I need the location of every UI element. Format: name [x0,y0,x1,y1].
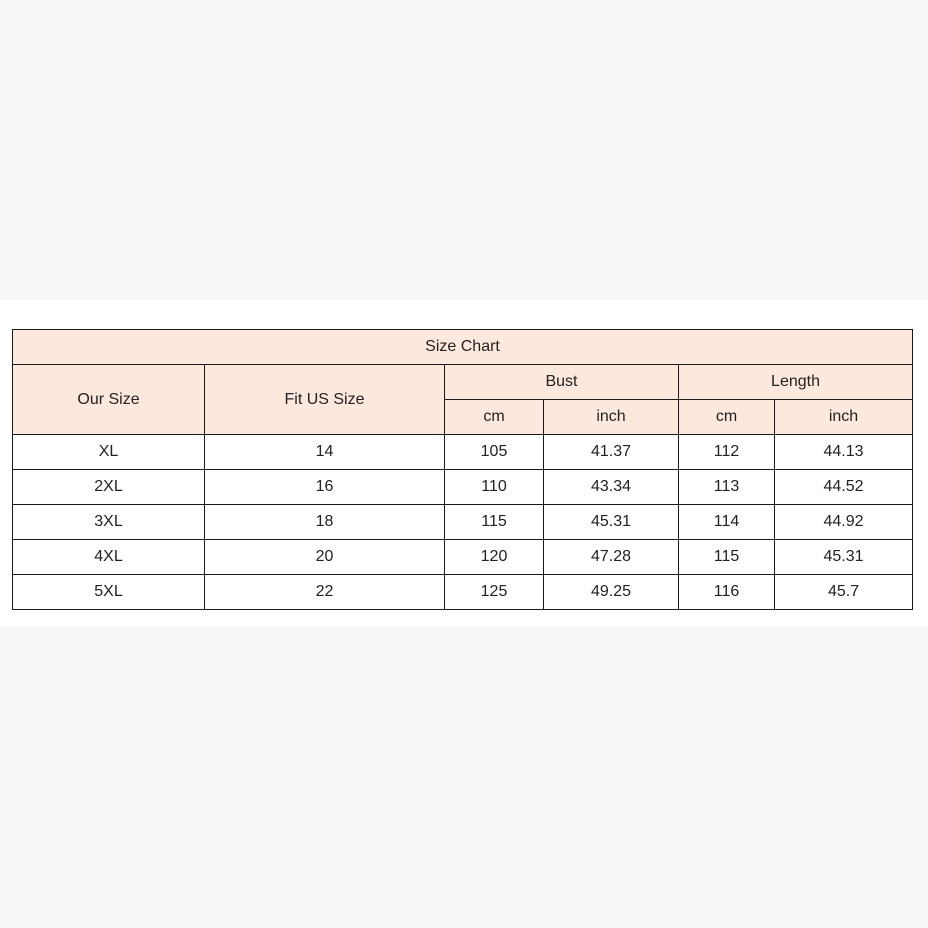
header-length: Length [679,365,913,400]
cell-fit-us-size: 20 [205,540,445,575]
cell-length-cm: 112 [679,435,775,470]
cell-bust-cm: 120 [445,540,544,575]
cell-length-cm: 114 [679,505,775,540]
cell-our-size: XL [13,435,205,470]
cell-bust-inch: 45.31 [544,505,679,540]
header-row [13,365,913,400]
cell-bust-inch: 41.37 [544,435,679,470]
cell-length-cm: 116 [679,575,775,610]
cell-bust-inch: 49.25 [544,575,679,610]
cell-bust-cm: 110 [445,470,544,505]
cell-fit-us-size: 16 [205,470,445,505]
header-our-size: Our Size [13,365,205,435]
cell-length-inch: 44.52 [775,470,913,505]
cell-our-size: 4XL [13,540,205,575]
cell-bust-cm: 125 [445,575,544,610]
cell-fit-us-size: 18 [205,505,445,540]
cell-length-inch: 45.7 [775,575,913,610]
header-bust-cm: cm [445,400,544,435]
header-bust-inch: inch [544,400,679,435]
cell-our-size: 5XL [13,575,205,610]
cell-fit-us-size: 14 [205,435,445,470]
header-length-cm: cm [679,400,775,435]
cell-our-size: 3XL [13,505,205,540]
header-length-inch: inch [775,400,913,435]
header-fit-us-size: Fit US Size [205,365,445,435]
table-row [13,540,913,575]
cell-fit-us-size: 22 [205,575,445,610]
table-title: Size Chart [13,330,913,365]
title-row [13,330,913,365]
table-row [13,505,913,540]
cell-bust-cm: 105 [445,435,544,470]
header-bust: Bust [445,365,679,400]
cell-our-size: 2XL [13,470,205,505]
table-row [13,575,913,610]
cell-length-cm: 113 [679,470,775,505]
table-row [13,435,913,470]
cell-bust-inch: 47.28 [544,540,679,575]
cell-length-inch: 44.13 [775,435,913,470]
cell-length-cm: 115 [679,540,775,575]
cell-bust-inch: 43.34 [544,470,679,505]
cell-length-inch: 45.31 [775,540,913,575]
cell-length-inch: 44.92 [775,505,913,540]
table-row [13,470,913,505]
size-chart-table [12,329,913,610]
cell-bust-cm: 115 [445,505,544,540]
